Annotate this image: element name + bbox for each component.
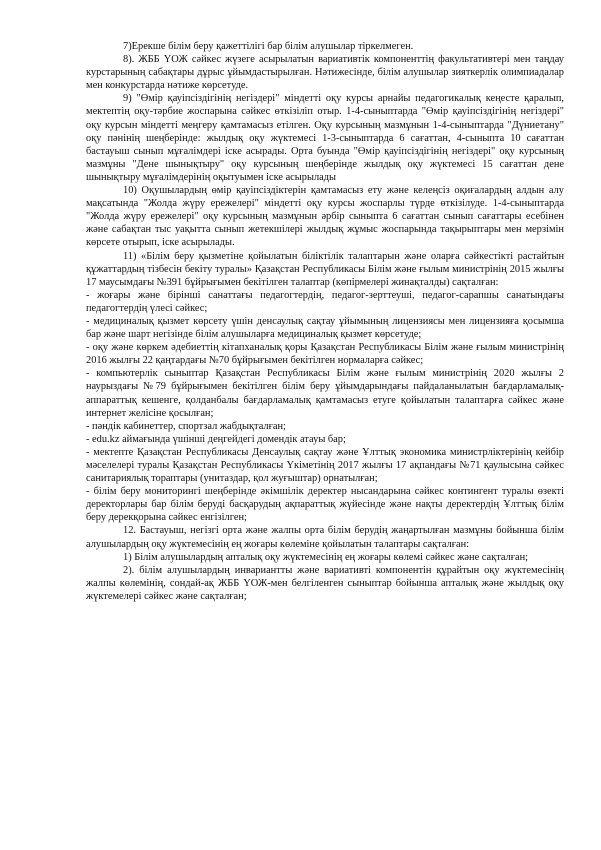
document-page xyxy=(86,40,564,603)
bullet-library-fund: - оқу және көркем әдебиеттің кітапханалық қоры Қазақстан Республикасы Білім және ғылым министрінің 2016 жылғы 22 қаңтардағы №70 бұйрығымен бекітілген нормаларға сәйкес; xyxy=(86,342,564,367)
bullet-medical-service: - медициналық қызмет көрсету үшін денсаулық сақтау ұйымының лицензиясы мен лицензияға қосымша бар және шарт негізінде білім алушыларға медициналық қызмет көрсетуде; xyxy=(86,315,564,341)
bullet-teacher-categories: - жоғары және бірінші санаттағы педагогтердің, педагог-зерттеуші, педагог-сарапшы санатындағы педагогтердің үлесі сәйкес; xyxy=(86,289,564,314)
bullet-computer-classes: - компьютерлік сыныптар Қазақстан Республикасы Білім және ғылым министрінің 2020 жылғы 2 наурыздағы №79 бұйрығымен бекітілген білім беру ұйымдарындағы пайдаланылатын бағдарламалық-аппараттық кешенге, қолданбалы бағдарламалық қамтамасыз етуге қойылатын талаптарға сәйкес және интернет желісіне қосылған; xyxy=(86,368,564,419)
paragraph-12: 12. Бастауыш, негізгі орта және жалпы орта білім берудің жаңартылған мазмұны бойынша білім алушылардың оқу жүктемесінің ең жоғары көлеміне қойылатын талаптары сақталған: xyxy=(86,525,564,550)
paragraph-12-item-1: 1) Білім алушылардың апталық оқу жүктемесінің ең жоғары көлемі сәйкес және сақталған; xyxy=(123,551,529,563)
bullet-sanitary-facilities: - мектепте Қазақстан Республикасы Денсаулық сақтау және Ұлттық экономика министрліктерінің кейбір мәселелері туралы Қазақстан Республикасы Үкіметінің 2017 жылғы 17 ақпандағы №71 қаулысына сәйкес санитариялық тораптары (унитаздар, қол жуғыштар) орнатылған; xyxy=(86,446,564,485)
paragraph-10: 10) Оқушылардың өмір қауіпсіздіктерін қамтамасыз ету және келеңсіз оқиғалардың алдын алу мақсатында "Жолда жүру ережелері" міндетті оқу курсы жоспарлы түрде өткізілуде. 1-4-сыныптарда "Жолда жүру ережелері" оқу курсының мазмұнын әрбір сыныпта 6 сағаттан сынып сағаттары есебінен және сабақтан тыс уақытта сынып жетекшілері жылдық жұмыс жоспарында тақырыптары мен мерзімін көрсете отырып, іске асырылады. xyxy=(86,185,564,249)
bullet-education-monitoring: - білім беру мониторингі шеңберінде әкімшілік деректер нысандарына сәйкес контингент туралы өзекті деректорлары бар білім беруді басқарудың ақпараттық жүйесінде және нақты деректердің Ұлттық білім беру дерекқорына сәйкес енгізілген; xyxy=(86,486,564,524)
paragraph-8: 8). ЖББ ҮОЖ сәйкес жүзеге асырылатын вариативтік компоненттің факультативтері мен таңдау курстарының сабақтары дұрыс ұйымдастырылған. Нәтижесінде, білім алушылар зияткерлік олимпиадалар мен конкурстарда нәтиже көрсетуде. xyxy=(86,54,564,92)
paragraph-12-item-2: 2). білім алушылардың инвариантты және вариативті компонентін құрайтын оқу жүктемесінің жалпы көлемінің, сондай-ақ ЖББ ҮОЖ-мен белгіленген сыныптар бойынша апталық және жылдық оқу жүктемелері сәйкес және сақталған; xyxy=(86,564,564,602)
paragraph-7: 7)Ерекше білім беру қажеттілігі бар білім алушылар тіркелмеген. xyxy=(123,41,414,52)
paragraph-11: 11) «Білім беру қызметіне қойылатын біліктілік талаптарын және оларға сәйкестікті растайтын құжаттардың тізбесін бекіту туралы» Қазақстан Республикасы Білім және ғылым министрінің 2015 жылғы 17 маусымдағы №391 бұйрығымен бекітілген талаптар (көпірмелері жинақталды) сақталған: xyxy=(86,250,564,288)
paragraph-9: 9) "Өмір қауіпсіздігінің негіздері" міндетті оқу курсы арнайы педагогикалық кеңесте қаралып, мектептің оқу-тәрбие жоспарына сәйкес өткізіліп отыр. 1-4-сыныптарда "Өмір қауіпсіздігінің негіздері" оқу курсын міндетті меңгеру қамтамасыз етілген. Оқу курсының мазмұнын 1-4-сыныптарда "Дүниетану" оқу пәнінің шеңберінде: жылдық оқу жүктемесі 1-3-сыныптарда 6 сағаттан, 4-сыныпта 10 сағаттан бастауыш сынып мұғалімдері іске асырады. Орта буында "Өмір қауіпсіздігінің негіздері" оқу курсының мазмұны "Дене шынықтыру" оқу курсының шеңберінде жылдық оқу жүктемесі 15 сағаттан дене шынықтыру мұғалімдерінің оқытуымен іске асырылады xyxy=(86,93,564,183)
bullet-subject-rooms: - пәндік кабинеттер, спортзал жабдықталған; xyxy=(86,420,286,432)
bullet-domain-name: - edu.kz аймағында үшінші деңгейдегі домендік атауы бар; xyxy=(86,433,346,445)
